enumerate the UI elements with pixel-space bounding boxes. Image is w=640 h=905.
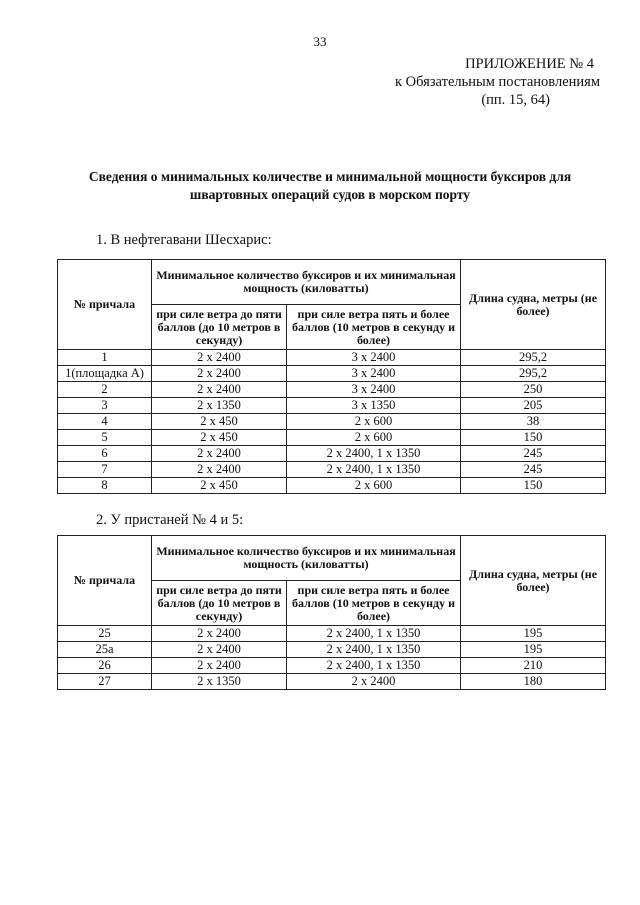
tugboat-table-piers	[57, 535, 606, 690]
wind-high-cell: 2 х 2400	[287, 674, 461, 690]
berth-cell: 1(площадка А)	[58, 366, 152, 382]
wind-low-cell: 2 х 2400	[152, 446, 287, 462]
wind-high-cell: 2 х 2400, 1 х 1350	[287, 626, 461, 642]
table-row	[58, 398, 606, 414]
document-title	[40, 168, 620, 204]
length-cell: 250	[461, 382, 606, 398]
wind-high-cell: 2 х 2400, 1 х 1350	[287, 462, 461, 478]
page-number: 33	[313, 34, 327, 49]
length-cell: 195	[461, 626, 606, 642]
length-header: Длина судна, метры (не более)	[461, 260, 606, 350]
berth-header: № причала	[58, 536, 152, 626]
wind-high-header: при силе ветра пять и более баллов (10 метров в секунду и более)	[287, 581, 461, 626]
wind-high-cell: 2 х 600	[287, 430, 461, 446]
tug-group-header: Минимальное количество буксиров и их минимальная мощность (киловатты)	[152, 536, 461, 581]
document-title-line-1: Сведения о минимальных количестве и минимальной мощности буксиров для	[88, 169, 572, 184]
wind-high-cell: 3 х 1350	[287, 398, 461, 414]
length-cell: 195	[461, 642, 606, 658]
berth-cell: 2	[58, 382, 152, 398]
tugboat-table-sheskharis	[57, 259, 606, 494]
table-row	[58, 366, 606, 382]
table-row	[58, 478, 606, 494]
berth-cell: 8	[58, 478, 152, 494]
length-cell: 210	[461, 658, 606, 674]
table-row	[58, 462, 606, 478]
berth-cell: 6	[58, 446, 152, 462]
berth-cell: 5	[58, 430, 152, 446]
table-row	[58, 446, 606, 462]
wind-high-cell: 3 х 2400	[287, 366, 461, 382]
wind-low-cell: 2 х 1350	[152, 674, 287, 690]
wind-low-cell: 2 х 2400	[152, 382, 287, 398]
length-cell: 150	[461, 478, 606, 494]
length-cell: 295,2	[461, 350, 606, 366]
wind-high-cell: 2 х 2400, 1 х 1350	[287, 642, 461, 658]
length-cell: 180	[461, 674, 606, 690]
length-header: Длина судна, метры (не более)	[461, 536, 606, 626]
table-row	[58, 626, 606, 642]
wind-high-cell: 2 х 600	[287, 414, 461, 430]
wind-low-cell: 2 х 2400	[152, 626, 287, 642]
length-cell: 295,2	[461, 366, 606, 382]
wind-high-header: при силе ветра пять и более баллов (10 метров в секунду и более)	[287, 305, 461, 350]
berth-cell: 25	[58, 626, 152, 642]
wind-high-cell: 2 х 2400, 1 х 1350	[287, 446, 461, 462]
length-cell: 205	[461, 398, 606, 414]
wind-low-header: при силе ветра до пяти баллов (до 10 метров в секунду)	[152, 305, 287, 350]
berth-header: № причала	[58, 260, 152, 350]
wind-low-cell: 2 х 450	[152, 430, 287, 446]
wind-high-cell: 3 х 2400	[287, 382, 461, 398]
length-cell: 245	[461, 446, 606, 462]
length-cell: 38	[461, 414, 606, 430]
table-row	[58, 642, 606, 658]
wind-high-cell: 2 х 2400, 1 х 1350	[287, 658, 461, 674]
berth-cell: 4	[58, 414, 152, 430]
wind-low-cell: 2 х 2400	[152, 366, 287, 382]
table-row	[58, 350, 606, 366]
wind-low-cell: 2 х 2400	[152, 350, 287, 366]
berth-cell: 26	[58, 658, 152, 674]
wind-high-cell: 2 х 600	[287, 478, 461, 494]
wind-low-cell: 2 х 2400	[152, 658, 287, 674]
appendix-block	[395, 55, 600, 109]
section-1-heading: 1. В нефтегавани Шесхарис:	[96, 232, 272, 248]
berth-cell: 7	[58, 462, 152, 478]
table-row	[58, 414, 606, 430]
wind-low-cell: 2 х 2400	[152, 462, 287, 478]
berth-cell: 27	[58, 674, 152, 690]
berth-cell: 25а	[58, 642, 152, 658]
document-title-line-2: швартовных операций судов в морском порту	[189, 187, 471, 202]
table-row	[58, 382, 606, 398]
appendix-reference: к Обязательным постановлениям	[395, 74, 600, 90]
table-row	[58, 658, 606, 674]
wind-low-cell: 2 х 450	[152, 414, 287, 430]
wind-low-cell: 2 х 1350	[152, 398, 287, 414]
tug-group-header: Минимальное количество буксиров и их минимальная мощность (киловатты)	[152, 260, 461, 305]
section-2-heading: 2. У пристаней № 4 и 5:	[96, 512, 244, 528]
length-cell: 245	[461, 462, 606, 478]
wind-high-cell: 3 х 2400	[287, 350, 461, 366]
length-cell: 150	[461, 430, 606, 446]
berth-cell: 1	[58, 350, 152, 366]
wind-low-header: при силе ветра до пяти баллов (до 10 метров в секунду)	[152, 581, 287, 626]
appendix-title: ПРИЛОЖЕНИЕ № 4	[465, 56, 594, 72]
appendix-paragraphs: (пп. 15, 64)	[481, 92, 550, 108]
berth-cell: 3	[58, 398, 152, 414]
table-row	[58, 430, 606, 446]
table-body	[58, 350, 606, 494]
wind-low-cell: 2 х 450	[152, 478, 287, 494]
table-body	[58, 626, 606, 690]
table-row	[58, 674, 606, 690]
wind-low-cell: 2 х 2400	[152, 642, 287, 658]
